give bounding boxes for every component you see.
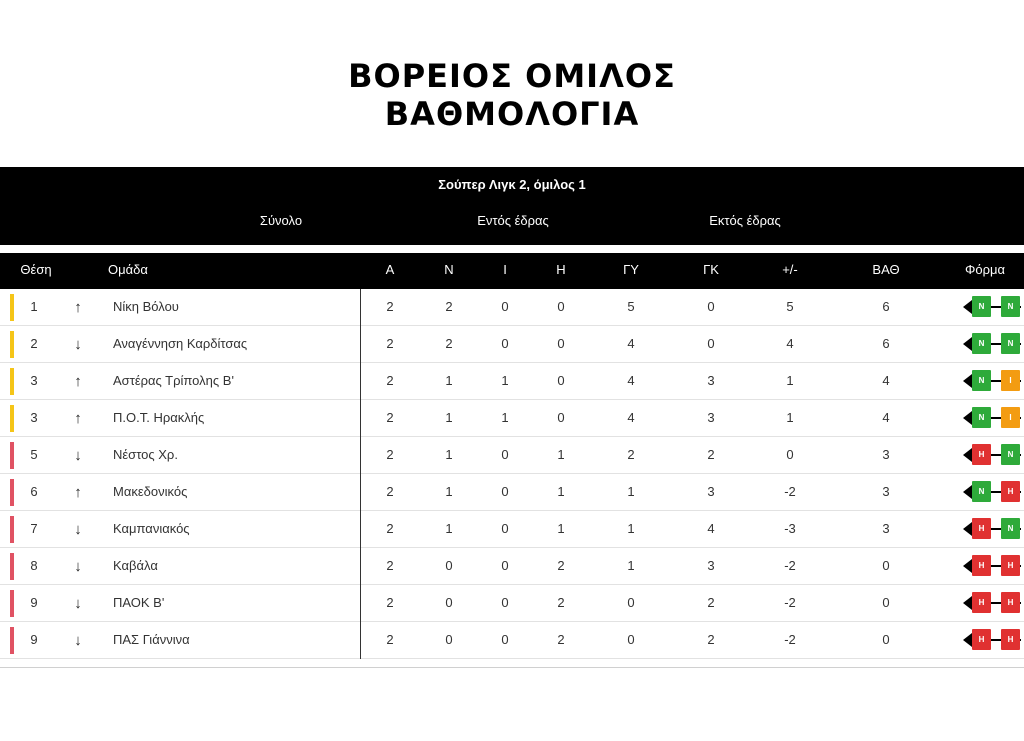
goals-for-cell: 4 — [627, 336, 635, 351]
points-cell: 3 — [882, 447, 890, 462]
points-cell: 3 — [882, 521, 890, 536]
table-row[interactable] — [0, 437, 1024, 474]
form-badge[interactable]: Ι — [1001, 370, 1020, 391]
standings-tabs — [0, 205, 1024, 245]
form-cell — [963, 474, 1024, 511]
lost-cell: 2 — [557, 595, 565, 610]
form-cell — [963, 400, 1024, 437]
zone-indicator — [10, 331, 14, 358]
lost-cell: 1 — [557, 521, 565, 536]
lost-cell: 1 — [557, 484, 565, 499]
goal-difference-cell: 0 — [786, 447, 794, 462]
trend-icon: ↑ — [74, 484, 82, 501]
team-name-cell[interactable]: Νέστος Χρ. — [113, 447, 178, 462]
form-badge[interactable]: Ν — [972, 370, 991, 391]
played-cell: 2 — [386, 558, 394, 573]
standings-table-body — [0, 289, 1024, 659]
zone-indicator — [10, 627, 14, 654]
lost-cell: 2 — [557, 632, 565, 647]
points-cell: 4 — [882, 373, 890, 388]
column-divider — [360, 289, 361, 659]
goals-for-cell: 1 — [627, 558, 635, 573]
won-cell: 2 — [445, 299, 453, 314]
table-row[interactable] — [0, 622, 1024, 659]
column-drawn: Ι — [503, 262, 507, 277]
team-name-cell[interactable]: ΠΑΟΚ Β' — [113, 595, 165, 610]
goals-against-cell: 2 — [707, 632, 715, 647]
goals-against-cell: 3 — [707, 484, 715, 499]
won-cell: 1 — [445, 484, 453, 499]
won-cell: 1 — [445, 447, 453, 462]
points-cell: 0 — [882, 558, 890, 573]
zone-indicator — [10, 516, 14, 543]
form-badge[interactable]: Η — [972, 444, 991, 465]
team-name-cell[interactable]: Καβάλα — [113, 558, 158, 573]
column-team: Ομάδα — [108, 262, 148, 277]
won-cell: 0 — [445, 595, 453, 610]
drawn-cell: 0 — [501, 447, 509, 462]
goals-for-cell: 2 — [627, 447, 635, 462]
position-cell: 8 — [30, 558, 38, 573]
played-cell: 2 — [386, 410, 394, 425]
form-badge[interactable]: Ι — [1001, 407, 1020, 428]
table-row[interactable] — [0, 548, 1024, 585]
lost-cell: 0 — [557, 410, 565, 425]
form-cell — [963, 326, 1024, 363]
team-name-cell[interactable]: Μακεδονικός — [113, 484, 188, 499]
form-badge[interactable]: Η — [972, 592, 991, 613]
played-cell: 2 — [386, 336, 394, 351]
position-cell: 3 — [30, 410, 38, 425]
zone-indicator — [10, 442, 14, 469]
trend-icon: ↓ — [74, 447, 82, 464]
form-badge[interactable]: Η — [1001, 481, 1020, 502]
trend-icon: ↓ — [74, 632, 82, 649]
drawn-cell: 1 — [501, 373, 509, 388]
column-played: Α — [385, 262, 395, 277]
form-badge[interactable]: Ν — [1001, 518, 1020, 539]
team-name-cell[interactable]: Αστέρας Τρίπολης Β' — [113, 373, 234, 388]
position-cell: 5 — [30, 447, 38, 462]
goals-against-cell: 4 — [707, 521, 715, 536]
drawn-cell: 1 — [501, 410, 509, 425]
table-row[interactable] — [0, 474, 1024, 511]
goal-difference-cell: -2 — [784, 595, 796, 610]
goals-for-cell: 1 — [627, 521, 635, 536]
goals-against-cell: 2 — [707, 595, 715, 610]
form-badge[interactable]: Ν — [1001, 444, 1020, 465]
column-form: Φόρμα — [964, 262, 1005, 277]
form-cell — [963, 363, 1024, 400]
goals-for-cell: 4 — [627, 410, 635, 425]
points-cell: 0 — [882, 632, 890, 647]
position-cell: 2 — [30, 336, 38, 351]
column-position: Θέση — [20, 262, 52, 277]
goals-for-cell: 4 — [627, 373, 635, 388]
form-cell — [963, 437, 1024, 474]
lost-cell: 0 — [557, 336, 565, 351]
form-badge[interactable]: Ν — [972, 407, 991, 428]
goals-against-cell: 0 — [707, 299, 715, 314]
drawn-cell: 0 — [501, 595, 509, 610]
goals-for-cell: 0 — [627, 595, 635, 610]
zone-indicator — [10, 294, 14, 321]
column-won: Ν — [444, 262, 454, 277]
goal-difference-cell: 1 — [786, 410, 794, 425]
goals-for-cell: 0 — [627, 632, 635, 647]
won-cell: 1 — [445, 373, 453, 388]
position-cell: 9 — [30, 632, 38, 647]
zone-indicator — [10, 479, 14, 506]
form-cell — [963, 585, 1024, 622]
trend-icon: ↑ — [74, 373, 82, 390]
position-cell: 6 — [30, 484, 38, 499]
page-title — [0, 57, 1024, 133]
drawn-cell: 0 — [501, 299, 509, 314]
played-cell: 2 — [386, 595, 394, 610]
form-badge[interactable]: Ν — [1001, 333, 1020, 354]
position-cell: 3 — [30, 373, 38, 388]
team-name-cell[interactable]: Καμπανιακός — [113, 521, 190, 536]
goals-against-cell: 0 — [707, 336, 715, 351]
team-name-cell[interactable]: ΠΑΣ Γιάννινα — [113, 632, 190, 647]
table-row[interactable] — [0, 326, 1024, 363]
form-cell — [963, 511, 1024, 548]
table-row[interactable] — [0, 363, 1024, 400]
won-cell: 1 — [445, 410, 453, 425]
zone-indicator — [10, 553, 14, 580]
won-cell: 0 — [445, 558, 453, 573]
form-badge[interactable]: Ν — [972, 296, 991, 317]
form-badge[interactable]: Η — [972, 518, 991, 539]
goals-for-cell: 5 — [627, 299, 635, 314]
position-cell: 7 — [30, 521, 38, 536]
points-cell: 0 — [882, 595, 890, 610]
team-name-cell[interactable]: Π.Ο.Τ. Ηρακλής — [113, 410, 205, 425]
tab-total[interactable]: Σύνολο — [165, 205, 397, 245]
won-cell: 1 — [445, 521, 453, 536]
table-header — [0, 253, 1024, 289]
team-name-cell[interactable]: Αναγέννηση Καρδίτσας — [113, 336, 248, 351]
drawn-cell: 0 — [501, 521, 509, 536]
position-cell: 9 — [30, 595, 38, 610]
table-row[interactable] — [0, 585, 1024, 622]
played-cell: 2 — [386, 521, 394, 536]
trend-icon: ↑ — [74, 410, 82, 427]
zone-indicator — [10, 590, 14, 617]
form-cell — [963, 548, 1024, 585]
tab-away[interactable]: Εκτός έδρας — [709, 213, 781, 228]
form-badge[interactable]: Η — [972, 555, 991, 576]
goals-for-cell: 1 — [627, 484, 635, 499]
table-row[interactable] — [0, 289, 1024, 326]
points-cell: 3 — [882, 484, 890, 499]
form-badge[interactable]: Η — [1001, 592, 1020, 613]
trend-icon: ↓ — [74, 336, 82, 353]
trend-icon: ↓ — [74, 521, 82, 538]
lost-cell: 0 — [557, 373, 565, 388]
trend-icon: ↓ — [74, 558, 82, 575]
table-row[interactable] — [0, 400, 1024, 437]
page-title-line-1: ΒΟΡΕΙΟΣ ΟΜΙΛΟΣ — [348, 57, 676, 95]
points-cell: 4 — [882, 410, 890, 425]
table-bottom-rule — [0, 667, 1024, 668]
drawn-cell: 0 — [501, 632, 509, 647]
tab-home[interactable]: Εντός έδρας — [477, 213, 549, 228]
goal-difference-cell: 5 — [786, 299, 794, 314]
column-goals-against: ΓΚ — [703, 262, 719, 277]
competition-title: Σούπερ Λιγκ 2, όμιλος 1 — [438, 177, 586, 192]
goals-against-cell: 3 — [707, 373, 715, 388]
form-badge[interactable]: Η — [972, 629, 991, 650]
form-badge[interactable]: Η — [1001, 555, 1020, 576]
drawn-cell: 0 — [501, 558, 509, 573]
lost-cell: 2 — [557, 558, 565, 573]
team-name-cell[interactable]: Νίκη Βόλου — [113, 299, 179, 314]
trend-icon: ↓ — [74, 595, 82, 612]
won-cell: 2 — [445, 336, 453, 351]
form-cell — [963, 289, 1024, 326]
played-cell: 2 — [386, 484, 394, 499]
zone-indicator — [10, 368, 14, 395]
column-points: ΒΑΘ — [872, 262, 900, 277]
played-cell: 2 — [386, 373, 394, 388]
page-title-line-2: ΒΑΘΜΟΛΟΓΙΑ — [384, 95, 640, 133]
position-cell: 1 — [30, 299, 38, 314]
won-cell: 0 — [445, 632, 453, 647]
form-badge[interactable]: Ν — [972, 333, 991, 354]
played-cell: 2 — [386, 447, 394, 462]
trend-icon: ↑ — [74, 299, 82, 316]
column-goals-for: ΓΥ — [623, 262, 639, 277]
standings-header — [0, 167, 1024, 245]
points-cell: 6 — [882, 299, 890, 314]
form-badge[interactable]: Ν — [1001, 296, 1020, 317]
form-badge[interactable]: Η — [1001, 629, 1020, 650]
goals-against-cell: 2 — [707, 447, 715, 462]
goal-difference-cell: -2 — [784, 558, 796, 573]
form-cell — [963, 622, 1024, 659]
goals-against-cell: 3 — [707, 410, 715, 425]
column-goal-difference: +/- — [782, 262, 798, 277]
goals-against-cell: 3 — [707, 558, 715, 573]
played-cell: 2 — [386, 299, 394, 314]
lost-cell: 0 — [557, 299, 565, 314]
column-lost: Η — [556, 262, 566, 277]
points-cell: 6 — [882, 336, 890, 351]
goal-difference-cell: 1 — [786, 373, 794, 388]
drawn-cell: 0 — [501, 336, 509, 351]
lost-cell: 1 — [557, 447, 565, 462]
zone-indicator — [10, 405, 14, 432]
drawn-cell: 0 — [501, 484, 509, 499]
goal-difference-cell: 4 — [786, 336, 794, 351]
form-badge[interactable]: Ν — [972, 481, 991, 502]
table-row[interactable] — [0, 511, 1024, 548]
played-cell: 2 — [386, 632, 394, 647]
goal-difference-cell: -2 — [784, 484, 796, 499]
goal-difference-cell: -2 — [784, 632, 796, 647]
goal-difference-cell: -3 — [784, 521, 796, 536]
